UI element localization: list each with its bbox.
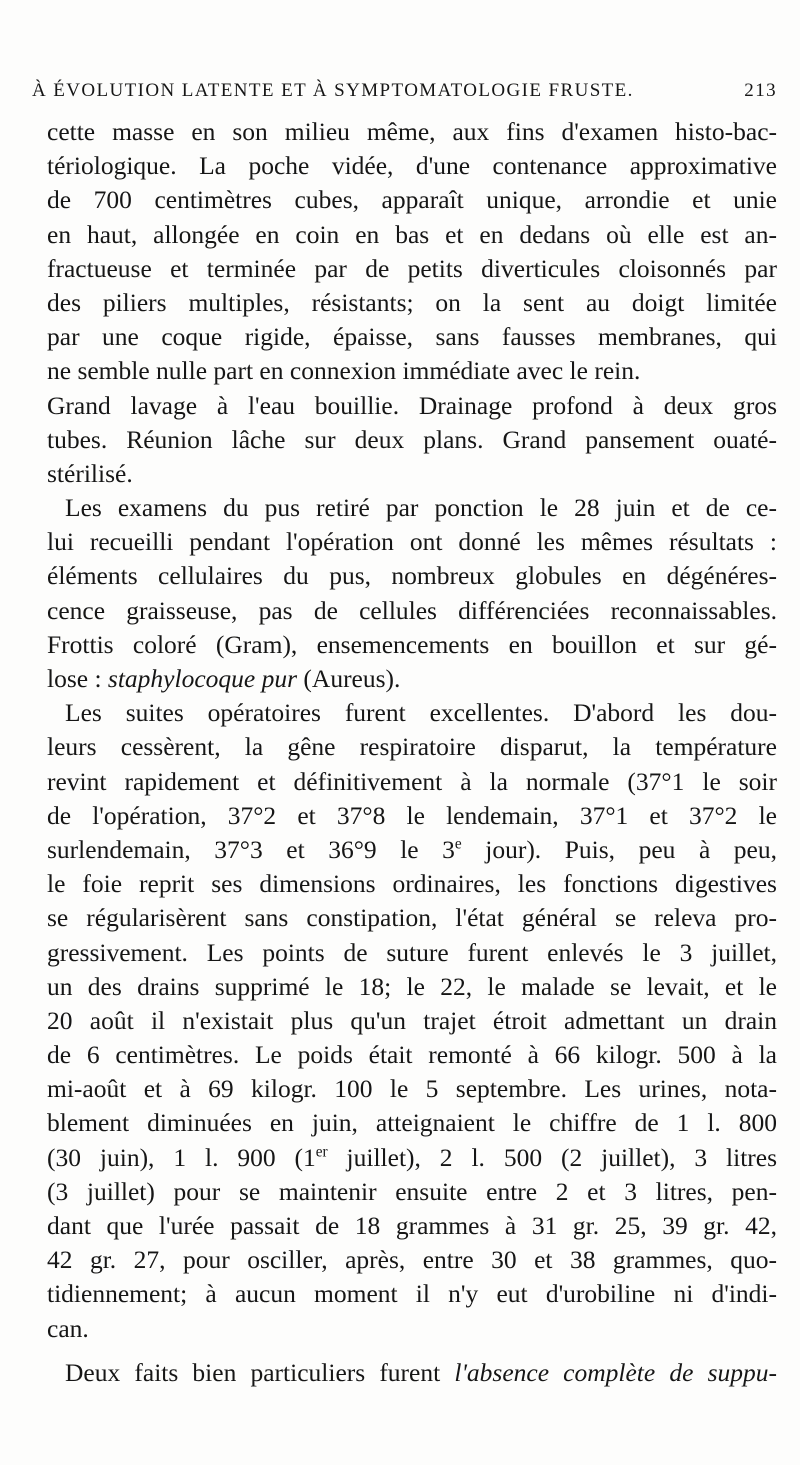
paragraph-gap — [47, 1346, 777, 1356]
text-line: gressivement. Les points de suture furent enlevés le 3 juillet, — [47, 937, 777, 967]
text-line: (3 juillet) pour se maintenir ensuite entre 2 et 3 litres, pen- — [47, 1176, 777, 1206]
text-line — [47, 833, 777, 867]
text-line: dant que l'urée passait de 18 grammes à 31 gr. 25, 39 gr. 42, — [47, 1211, 777, 1240]
text-run: lose : — [47, 664, 108, 693]
text-line: de 700 centimètres cubes, apparaît unique, arrondie et unie — [47, 185, 777, 215]
text-run: surlendemain, 37°3 et 36°9 le 3 — [47, 834, 455, 864]
page-number: 213 — [744, 80, 777, 101]
text-line: cence graisseuse, pas de cellules différenciées reconnaissables. — [47, 595, 777, 625]
text-line: tidiennement; à aucun moment il n'y eut d'urobiline ni d'indi- — [47, 1279, 777, 1309]
text-line: tubes. Réunion lâche sur deux plans. Grand pansement ouaté- — [47, 424, 777, 454]
text-line: par une coque rigide, épaisse, sans fausses membranes, qui — [47, 322, 777, 352]
text-line: can. — [47, 1313, 89, 1343]
text-line: en haut, allongée en coin en bas et en dedans où elle est an- — [47, 219, 777, 249]
body-text — [47, 115, 777, 1390]
text-line — [47, 1141, 777, 1175]
text-line: Grand lavage à l'eau bouillie. Drainage profond à deux gros — [47, 390, 777, 420]
running-head — [32, 80, 777, 102]
text-line: blement diminuées en juin, atteignaient le chiffre de 1 l. 800 — [47, 1108, 777, 1138]
text-line: tériologique. La poche vidée, d'une contenance approximative — [47, 151, 777, 181]
text-line: mi-août et à 69 kilogr. 100 le 5 septembre. Les urines, nota- — [47, 1074, 777, 1104]
text-run: Deux faits bien particuliers furent — [65, 1357, 455, 1387]
text-line: de l'opération, 37°2 et 37°8 le lendemain, 37°1 et 37°2 le — [47, 800, 777, 830]
text-line: Frottis coloré (Gram), ensemencements en bouillon et sur gé- — [47, 629, 777, 659]
text-line: 20 août il n'existait plus qu'un trajet étroit admettant un drain — [47, 1005, 777, 1035]
text-line: se régularisèrent sans constipation, l'état général se releva pro- — [47, 903, 777, 933]
text-run: (30 juin), 1 l. 900 (1 — [47, 1142, 316, 1172]
superscript: e — [454, 835, 462, 853]
text-run: jour). Puis, peu à peu, — [461, 834, 777, 864]
text-line: 42 gr. 27, pour osciller, après, entre 30 et 38 grammes, quo- — [47, 1245, 777, 1275]
text-run: (Aureus). — [297, 664, 401, 693]
superscript: er — [315, 1143, 328, 1161]
text-line: le foie reprit ses dimensions ordinaires, les fonctions digestives — [47, 869, 777, 899]
text-run: juillet), 2 l. 500 (2 juillet), 3 litres — [327, 1142, 777, 1172]
text-line: des piliers multiples, résistants; on la sent au doigt limitée — [47, 287, 777, 317]
text-line: éléments cellulaires du pus, nombreux globules en dégénéres- — [47, 561, 777, 591]
text-line: leurs cessèrent, la gêne respiratoire disparut, la température — [47, 732, 777, 762]
text-line: stérilisé. — [47, 458, 133, 488]
running-head-title: À ÉVOLUTION LATENTE ET À SYMPTOMATOLOGIE FRUSTE. — [32, 80, 634, 101]
text-line: ne semble nulle part en connexion immédiate avec le rein. — [47, 356, 641, 386]
text-line — [47, 662, 777, 696]
text-line: Les examens du pus retiré par ponction le 28 juin et de ce- — [65, 493, 777, 523]
text-line: lui recueilli pendant l'opération ont donné les mêmes résultats : — [47, 527, 777, 557]
text-line: cette masse en son milieu même, aux fins d'examen histo-bac- — [47, 117, 777, 146]
text-line: Les suites opératoires furent excellentes. D'abord les dou- — [65, 698, 777, 728]
text-line: fractueuse et terminée par de petits diverticules cloisonnés par — [47, 253, 777, 283]
italic-term: staphylocoque pur — [107, 664, 298, 693]
text-line: un des drains supprimé le 18; le 22, le malade se levait, et le — [47, 971, 777, 1001]
text-line — [47, 1356, 777, 1390]
italic-phrase: l'absence complète de suppu- — [454, 1357, 777, 1387]
text-line: revint rapidement et définitivement à la normale (37°1 le soir — [47, 766, 777, 796]
text-line: de 6 centimètres. Le poids était remonté à 66 kilogr. 500 à la — [47, 1040, 777, 1070]
